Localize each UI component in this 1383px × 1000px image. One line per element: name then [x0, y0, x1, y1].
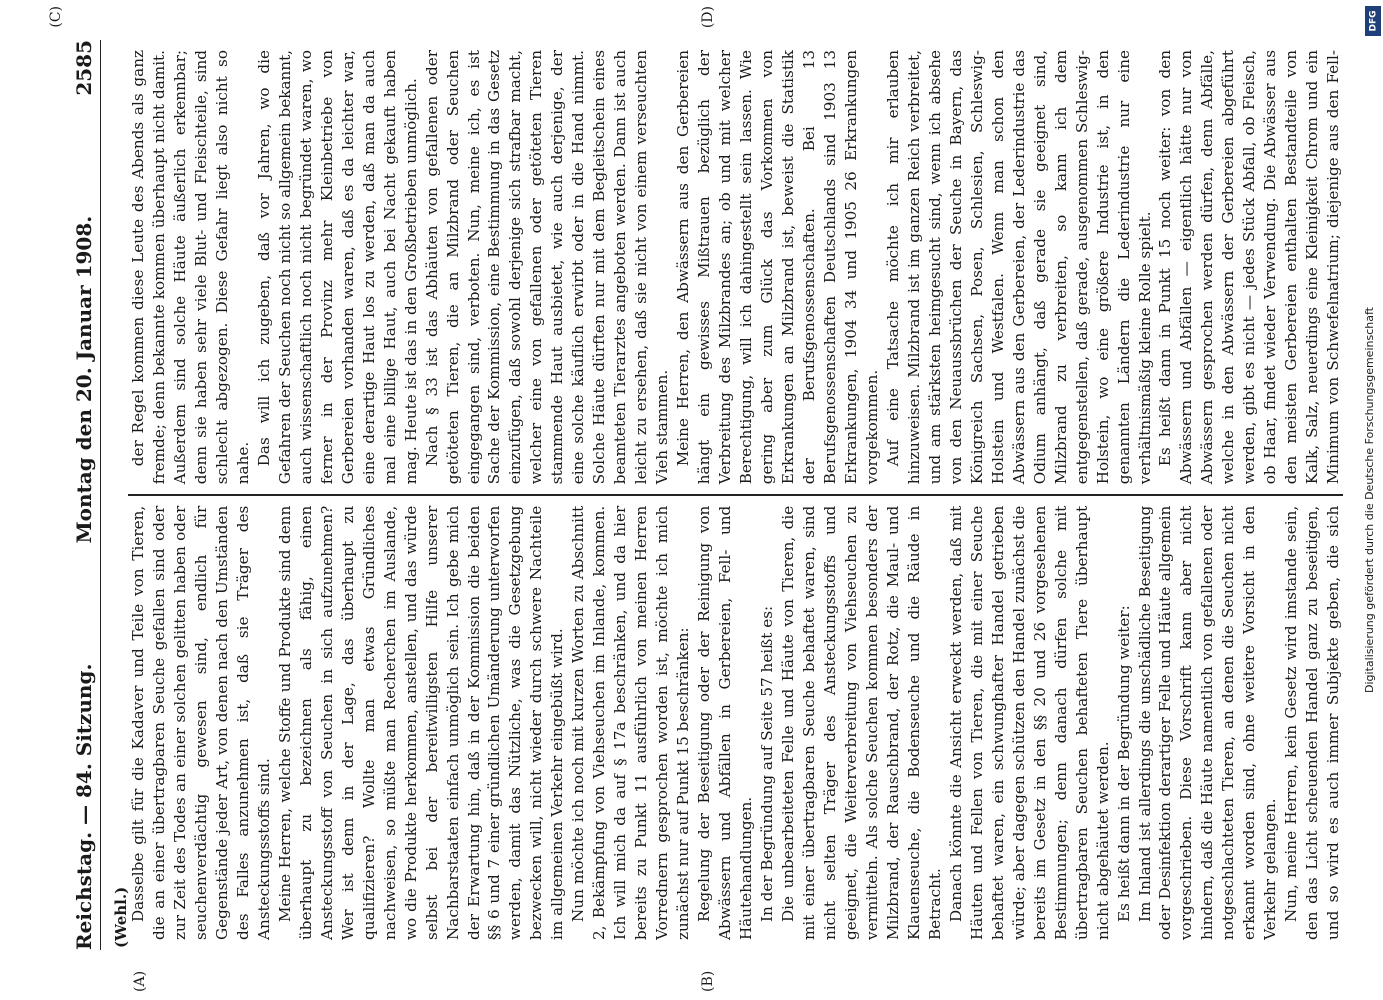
paragraph: Es heißt dann in Punkt 15 noch weiter: von den Abwässern und Abfällen — eigentlich hätte nur von Abwässern gesprochen werden dürfen, denn Abfälle, welche in den Abwässern der Gerbereien abgeführt werden, gibt es nicht — jedes Stück Abfall, ob Fleisch, ob Haar, findet wieder Verwendung. Die Abwässer aus den meisten Gerbereien enthalten Bestandteile von Kalk, Salz, neuerdings eine Kleinigkeit Chrom und ein Minimum von Schwefelnatrium; diejenige aus den Fell-	[1156, 50, 1343, 485]
speaker-tag: (Wehl.)	[112, 886, 130, 948]
paragraph: In der Begründung auf Seite 57 heißt es:	[758, 605, 777, 922]
column-right	[128, 40, 1343, 494]
paragraph: der Regel kommen diese Leute des Abends als ganz fremde; denn bekannte kommen überhaupt nicht damit. Außerdem sind solche Häute äußerlich erkennbar; denn sie haben sehr viele Blut- und Fleischteile, sind schlecht abgezogen. Diese Gefahr liegt also nicht so nahe.	[129, 50, 252, 485]
paragraph: Dasselbe gilt für die Kadaver und Teile von Tieren, die an einer übertragbaren Seuche gefallen sind oder zur Zeit des Todes an einer solchen gelitten haben oder seuchenverdächtig gewesen sind, endlich für Gegenstände jeder Art, von denen nach den Umständen des Falles anzunehmen ist, daß sie Träger des Ansteckungsstoffs sind.	[129, 505, 273, 940]
credit-text: Digitalisierung gefördert durch die Deutsche Forschungsgemeinschaft	[1363, 307, 1376, 693]
paragraph: Nun möchte ich noch mit kurzen Worten zu Abschnitt 2, Bekämpfung von Viehseuchen im Inlande, kommen. Ich will mich da auf § 17a beschränken, und da hier bereits zu Punkt 11 ausführlich von meinen Herren Vorrednern gesprochen worden ist, möchte ich mich zunächst nur auf Punkt 15 beschränken:	[569, 505, 693, 940]
margin-marker-d: (D)	[700, 6, 716, 29]
digitization-credit	[1361, 20, 1379, 980]
page-header	[60, 40, 130, 950]
column-divider	[128, 494, 1343, 496]
paragraph: Nun, meine Herren, kein Gesetz wird imstande sein, den das Licht scheuenden Handel ganz zu beseitigen, und so wird es auch immer Subjekte geben, die sich	[1282, 505, 1343, 940]
text-columns	[128, 40, 1343, 950]
dfg-logo-text: DFG	[1368, 10, 1379, 32]
margin-marker-b: (B)	[700, 970, 716, 992]
paragraph: Das will ich zugeben, daß vor Jahren, wo die Gefahren der Seuchen noch nicht so allgemein bekannt, auch wissenschaftlich noch nicht begründet waren, wo ferner in der Provinz mehr Kleinbetriebe von Gerbereien vorhanden waren, daß es da leichter war, eine derartige Haut los zu werden, daß man da auch mal eine billige Haut, auch bei Nacht gekauft haben mag. Heute ist das in den Großbetrieben unmöglich.	[254, 50, 420, 485]
page-number: 2585	[72, 40, 96, 96]
column-left	[128, 496, 1343, 950]
paragraph: Im Inland ist allerdings die unschädliche Beseitigung oder Desinfektion derartiger Felle und Häute allgemein vorgeschrieben. Diese Vorschrift kann aber nicht hindern, daß die Häute namentlich von gefallenen oder notgeschlachteten Tieren, an denen die Seuchen nicht erkannt worden sind, ohne weitere Vorsicht in den Verkehr gelangen.	[1135, 505, 1280, 940]
margin-marker-a: (A)	[132, 970, 148, 992]
paragraph: Auf eine Tatsache möchte ich mir erlauben hinzuweisen. Milzbrand ist im ganzen Reich verbreitet, und am stärksten heimgesucht sind, wenn ich absehe von den Neuaussbrüchen der Seuche in Bayern, das Königreich Sachsen, Posen, Schlesien, Schleswig-Holstein und Westfalen. Wenn man schon den Abwässern aus den Gerbereien, der Lederindustrie das Odium anhängt, daß gerade sie geeignet sind, Milzbrand zu verbreiten, so kann ich dem entgegenstellen, daß gerade, ausgenommen Schleswig-Holstein, wo eine größere Industrie ist, in den genannten Ländern die Lederindustrie nur eine verhältnismäßig kleine Rolle spielt.	[883, 50, 1154, 485]
paragraph: Es heißt dann in der Begründung weiter:	[1114, 605, 1133, 922]
header-date: Montag den 20. Januar 1908.	[72, 215, 96, 544]
paragraph: Danach könnte die Ansicht erweckt werden, daß mit Häuten und Fellen von Tieren, die mit einer Seuche behaftet waren, ein schwunghafter Handel getrieben würde; aber dagegen schützen den Handel zunächst die bereits im Gesetz in den §§ 20 und 26 vorgesehenen Bestimmungen; denn danach dürfen solche mit übertragbaren Seuchen behafteten Tiere überhaupt nicht abgehäutet werden.	[946, 505, 1112, 940]
paragraph: Die unbearbeiteten Felle und Häute von Tieren, die mit einer übertragbaren Seuche behaftet waren, sind nicht selten Träger des Ansteckungsstoffs und geeignet, die Weiterverbreitung von Viehseuchen zu vermitteln. Als solche Seuchen kommen besonders der Milzbrand, der Rauschbrand, der Rotz, die Maul- und Klauenseuche, die Bodenseuche und die Räude in Betracht.	[779, 505, 944, 940]
header-left: Reichstag. — 84. Sitzung.	[72, 663, 96, 950]
paragraph: Regelung der Beseitigung oder der Reinigung von Abwässern und Abfällen in Gerbereien, Fell- und Häutehandlungen.	[695, 505, 756, 940]
paragraph: Meine Herren, den Abwässern aus den Gerbereien hängt ein gewisses Mißtrauen bezüglich der Verbreitung des Milzbrandes an; ob und mit welcher Berechtigung, will ich dahingestellt sein lassen. Wie gering aber zum Glück das Vorkommen von Erkrankungen an Milzbrand ist, beweist die Statistik der Berufsgenossenschaften. Bei 13 Berufsgenossenschaften Deutschlands sind 1903 13 Erkrankungen, 1904 34 und 1905 26 Erkrankungen vorgekommen.	[674, 50, 881, 485]
margin-marker-c: (C)	[48, 6, 64, 28]
paragraph: Meine Herren, welche Stoffe und Produkte sind denn überhaupt zu bezeichnen als fähig, einen Ansteckungsstoff von Seuchen in sich aufzunehmen? Wer ist denn in der Lage, das überhaupt zu qualifizieren? Wollte man etwas Gründliches nachweisen, so müßte man Recherchen im Auslande, wo die Produkte herkommen, anstellen, und das würde selbst bei der bereitwilligsten Hilfe unserer Nachbarstaaten einfach unmöglich sein. Ich gebe mich der Erwartung hin, daß in der Kommission die beiden §§ 6 und 7 einer gründlichen Umänderung unterworfen werden, damit das Nützliche, was die Gesetzgebung bezwecken will, nicht wieder durch schwere Nachteile im allgemeinen Verkehr eingebüßt wird.	[275, 505, 567, 940]
paragraph: Nach § 33 ist das Abhäuten von gefallenen oder getöteten Tieren, die an Milzbrand oder Seuchen eingegangen sind, verboten. Nun, meine ich, es ist Sache der Kommission, eine Bestimmung in das Gesetz einzufügen, daß sowohl derjenige sich strafbar macht, welcher eine von gefallenen oder getöteten Tieren stammende Haut ausbietet, wie auch derjenige, der eine solche käuflich erwirbt oder in die Hand nimmt. Solche Häute dürften nur mit dem Begleitschein eines beamteten Tierarztes angeboten werden. Dann ist auch leicht zu ersehen, daß sie nicht von einem verseuchten Vieh stammen.	[422, 50, 672, 485]
